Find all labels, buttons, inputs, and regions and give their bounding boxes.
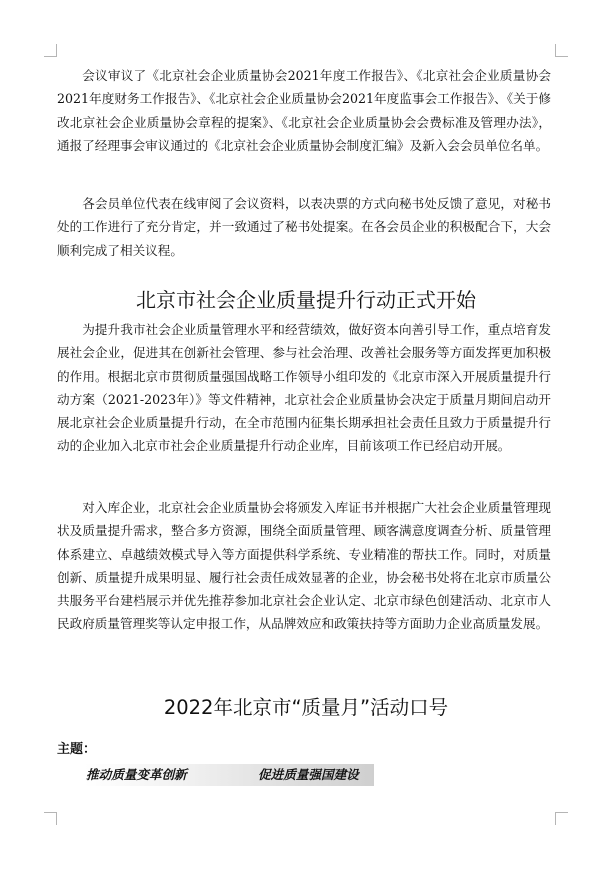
crop-mark-bottom-right (555, 812, 568, 825)
slogan-text-1: 推动质量变革创新 (86, 767, 187, 782)
section-heading-quality-month-slogan: 2022年北京市“质量月”活动口号 (163, 696, 449, 719)
slogan-text-2: 促进质量强国建设 (258, 767, 359, 782)
theme-label: 主题： (57, 742, 97, 757)
crop-mark-top-left (44, 44, 57, 57)
paragraph-quality-action-intro: 为提升我市社会企业质量管理水平和经营绩效，做好资本向善引导工作，重点培育发展社会企业，促进其在创新社会管理、参与社会治理、改善社会服务等方面发挥更加积极的作用。根据北京市贯彻质量强国战略工作领导小组印发的《北京市深入开展质量提升行动方案（2021-2023年）》等文件精神，北京社会企业质量协会决定于质量月期间启动开展北京社会企业质量提升行动，在全市范围内征集长期承担社会责任且致力于质量提升行动的企业加入北京市社会企业质量提升行动企业库，目前该项工作已经启动开展。 (57, 322, 551, 454)
section-heading-quality-action: 北京市社会企业质量提升行动正式开始 (136, 288, 476, 312)
crop-mark-bottom-left (44, 812, 57, 825)
paragraph-meeting-review: 会议审议了《北京社会企业质量协会2021年度工作报告》、《北京社会企业质量协会2021年度财务工作报告》、《北京社会企业质量协会2021年度监事会工作报告》、《关于修改北京社会企业质量协会章程的提案》、《北京社会企业质量协会会费标准及管理办法》，通报了经理事会审议通过的《北京社会企业质量协会制度汇编》及新入会会员单位名单。 (57, 68, 551, 153)
paragraph-member-feedback: 各会员单位代表在线审阅了会议资料，以表决票的方式向秘书处反馈了意见，对秘书处的工作进行了充分肯定，并一致通过了秘书处提案。在各会员企业的积极配合下，大会顺利完成了相关议程。 (57, 196, 551, 258)
crop-mark-top-right (555, 44, 568, 57)
paragraph-enterprise-support: 对入库企业，北京社会企业质量协会将颁发入库证书并根据广大社会企业质量管理现状及质量提升需求，整合多方资源，围绕全面质量管理、顾客满意度调查分析、质量管理体系建立、卓越绩效模式导入等方面提供科学系统、专业精准的帮扶工作。同时，对质量创新、质量提升成果明显、履行社会责任成效显著的企业，协会秘书处将在北京市质量公共服务平台建档展示并优先推荐参加北京社会企业认定、北京市绿色创建活动、北京市人民政府质量管理奖等认定申报工作，从品牌效应和政策扶持等方面助力企业高质量发展。 (57, 500, 551, 632)
